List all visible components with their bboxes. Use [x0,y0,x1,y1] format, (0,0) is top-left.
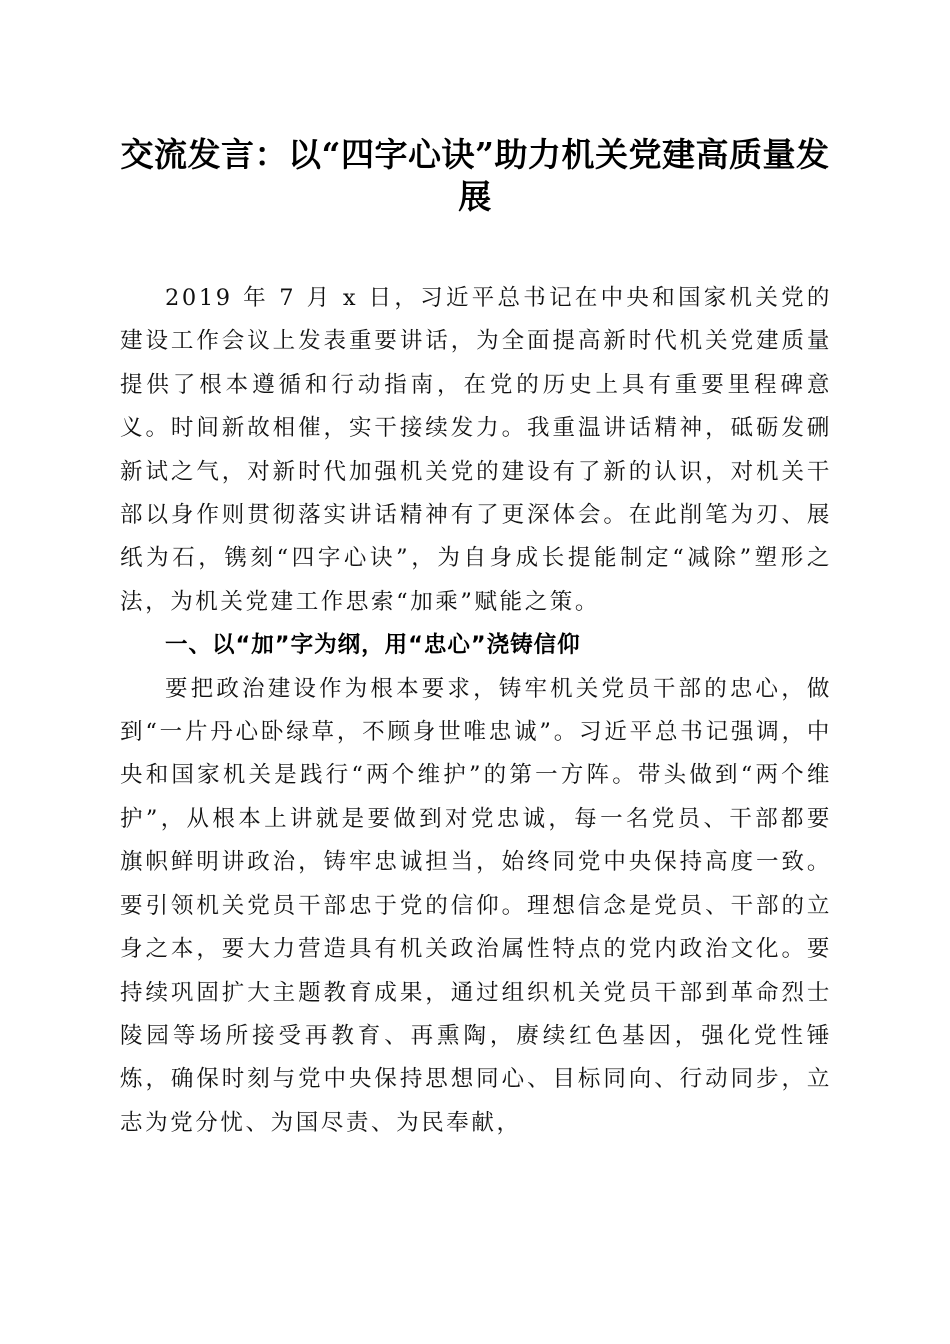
section-heading-1: 一、以“加”字为纲，用“忠心”浇铸信仰 [165,632,581,659]
document-body [120,277,832,1145]
document-title: 交流发言：以“四字心诀”助力机关党建高质量发展 [120,135,830,216]
section-1-paragraph: 要把政治建设作为根本要求，铸牢机关党员干部的忠心，做到“一片丹心卧绿草，不顾身世唯忠诚”。习近平总书记强调，中央和国家机关是践行“两个维护”的第一方阵。带头做到“两个维护”，从根本上讲就是要做到对党忠诚，每一名党员、干部都要旗帜鲜明讲政治，铸牢忠诚担当，始终同党中央保持高度一致。要引领机关党员干部忠于党的信仰。理想信念是党员、干部的立身之本，要大力营造具有机关政治属性特点的党内政治文化。要持续巩固扩大主题教育成果，通过组织机关党员干部到革命烈士陵园等场所接受再教育、再熏陶，赓续红色基因，强化党性锤炼，确保时刻与党中央保持思想同心、目标同向、行动同步，立志为党分忧、为国尽责、为民奉献， [120,675,832,1136]
intro-paragraph: 2019 年 7 月 x 日，习近平总书记在中央和国家机关党的建设工作会议上发表重要讲话，为全面提高新时代机关党建质量提供了根本遵循和行动指南，在党的历史上具有重要里程碑意义。时间新故相催，实干接续发力。我重温讲话精神，砥砺发硎新试之气，对新时代加强机关党的建设有了新的认识，对机关干部以身作则贯彻落实讲话精神有了更深体会。在此削笔为刃、展纸为石，镌刻“四字心诀”，为自身成长提能制定“减除”塑形之法，为机关党建工作思索“加乘”赋能之策。 [120,285,832,615]
